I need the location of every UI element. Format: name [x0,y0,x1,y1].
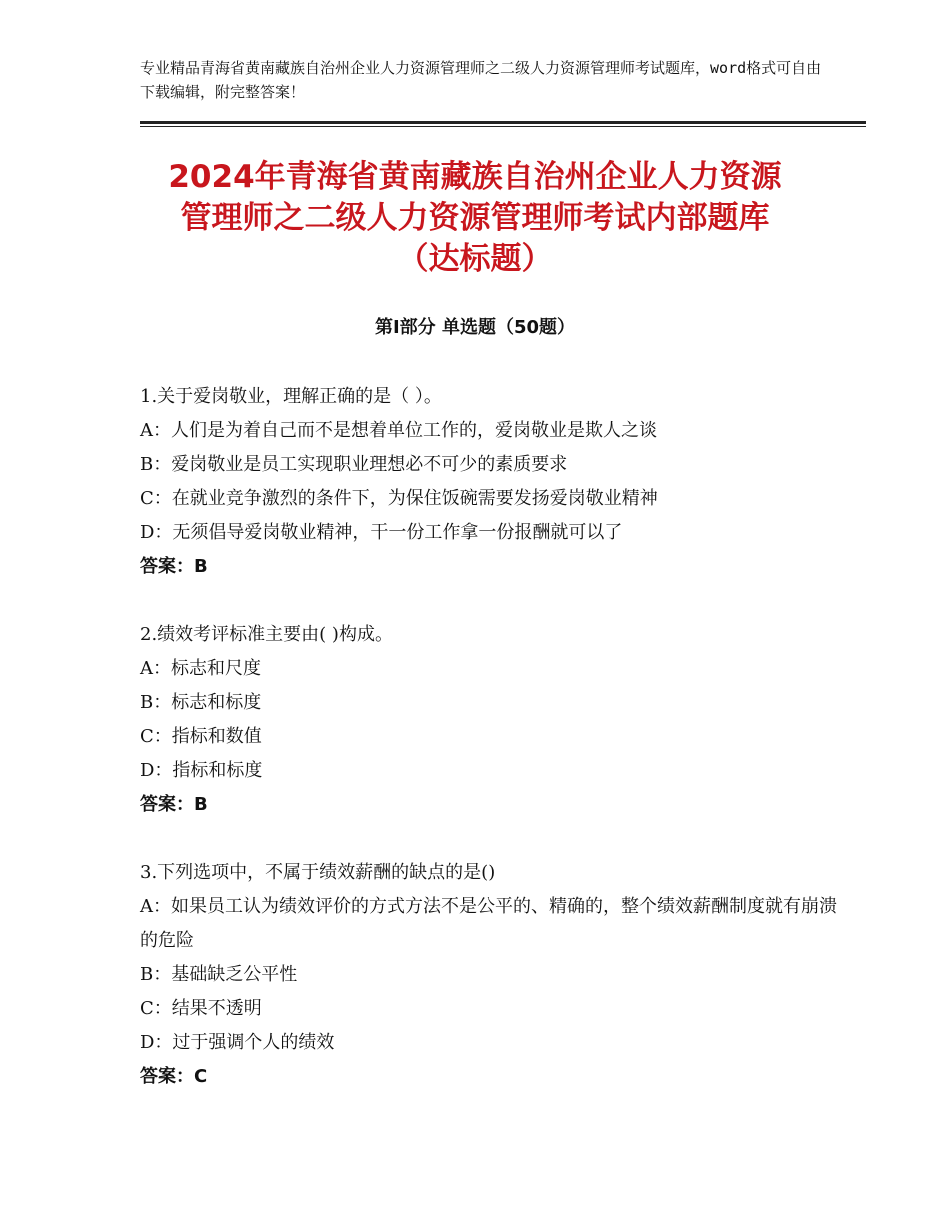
answer-line: 答案：B [140,556,208,577]
option-d: D：无须倡导爱岗敬业精神，干一份工作拿一份报酬就可以了 [140,522,623,543]
title-line: （达标题） [397,241,553,277]
option-a: A：人们是为着自己而不是想着单位工作的，爱岗敬业是欺人之谈 [140,420,657,441]
option-c: C：指标和数值 [140,726,262,747]
header-divider-thick [140,121,866,124]
option-a: A：如果员工认为绩效评价的方式方法不是公平的、精确的，整个绩效薪酬制度就有崩溃的危险 [140,896,837,951]
answer-line: 答案：B [140,794,208,815]
title-line: 管理师之二级人力资源管理师考试内部题库 [180,200,770,236]
option-b: B：爱岗敬业是员工实现职业理想必不可少的素质要求 [140,454,568,475]
option-a: A：标志和尺度 [140,658,261,679]
title-line: 2024年青海省黄南藏族自治州企业人力资源 [168,159,782,195]
question-block [140,380,840,584]
section-heading: 第Ⅰ部分 单选题（50题） [374,317,575,338]
option-d: D：指标和标度 [140,760,263,781]
question-block [140,856,840,1094]
answer-line: 答案：C [140,1066,208,1087]
question-stem: 3.下列选项中，不属于绩效薪酬的缺点的是() [140,862,496,883]
question-stem: 2.绩效考评标准主要由( )构成。 [140,624,393,645]
option-d: D：过于强调个人的绩效 [140,1032,335,1053]
option-c: C：结果不透明 [140,998,262,1019]
document-title [120,157,830,280]
option-c: C：在就业竞争激烈的条件下，为保住饭碗需要发扬爱岗敬业精神 [140,488,658,509]
header-divider-thin [140,126,866,127]
question-stem: 1.关于爱岗敬业，理解正确的是（ ）。 [140,386,442,407]
option-b: B：基础缺乏公平性 [140,964,298,985]
question-block [140,618,840,822]
header-note: 专业精品青海省黄南藏族自治州企业人力资源管理师之二级人力资源管理师考试题库，word格式可自由下载编辑，附完整答案！ [140,59,822,101]
option-b: B：标志和标度 [140,692,262,713]
